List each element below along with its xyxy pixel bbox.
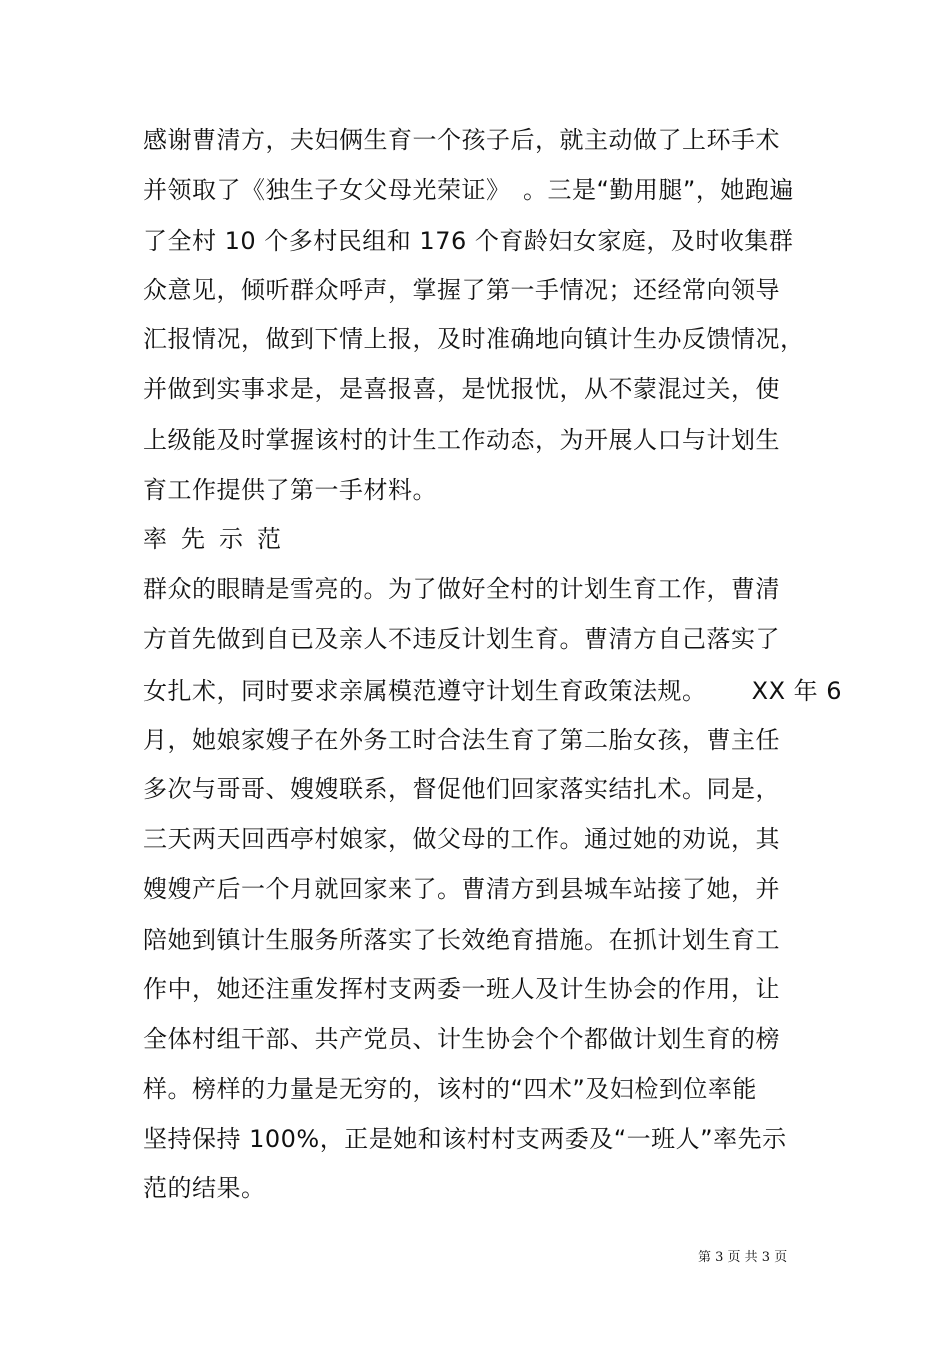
text-line: 陪她到镇计生服务所落实了长效绝育措施。在抓计划生育工 <box>143 926 780 954</box>
text-line: 样。榜样的力量是无穷的，该村的“四术”及妇检到位率能 <box>143 1075 757 1103</box>
section-heading: 率先示范 <box>143 525 295 553</box>
text-line: 范的结果。 <box>143 1174 266 1202</box>
text-line: 坚持保持 100%，正是她和该村村支两委及“一班人”率先示 <box>143 1125 787 1153</box>
text-line: 并做到实事求是，是喜报喜，是忧报忧，从不蒙混过关，使 <box>143 375 780 403</box>
text-line: 群众的眼睛是雪亮的。为了做好全村的计划生育工作，曹清 <box>143 575 780 603</box>
text-line: 了全村 10 个多村民组和 176 个育龄妇女家庭，及时收集群 <box>143 227 794 255</box>
text-line: 月，她娘家嫂子在外务工时合法生育了第二胎女孩，曹主任 <box>143 726 780 754</box>
text-line: 全体村组干部、共产党员、计生协会个个都做计划生育的榜 <box>143 1025 780 1053</box>
text-line: 上级能及时掌握该村的计生工作动态，为开展人口与计划生 <box>143 426 780 454</box>
text-line: 作中，她还注重发挥村支两委一班人及计生协会的作用，让 <box>143 975 780 1003</box>
text-line: 众意见，倾听群众呼声，掌握了第一手情况；还经常向领导 <box>143 276 780 304</box>
text-line: 多次与哥哥、嫂嫂联系，督促他们回家落实结扎术。同是， <box>143 775 780 803</box>
text-line: 嫂嫂产后一个月就回家来了。曹清方到县城车站接了她，并 <box>143 875 780 903</box>
text-line: 并领取了《独生子女父母光荣证》 。三是“勤用腿”，她跑遍 <box>143 176 794 204</box>
text-line: 育工作提供了第一手材料。 <box>143 476 437 504</box>
page-number: 第 3 页 共 3 页 <box>698 1250 788 1265</box>
text-line: 三天两天回西亭村娘家，做父母的工作。通过她的劝说，其 <box>143 825 780 853</box>
text-line: 方首先做到自已及亲人不违反计划生育。曹清方自己落实了 <box>143 625 780 653</box>
text-line: 女扎术，同时要求亲属模范遵守计划生育政策法规。 XX 年 6 <box>143 677 843 705</box>
text-line: 感谢曹清方，夫妇俩生育一个孩子后，就主动做了上环手术 <box>143 126 780 154</box>
text-line: 汇报情况，做到下情上报，及时准确地向镇计生办反馈情况， <box>143 325 805 353</box>
